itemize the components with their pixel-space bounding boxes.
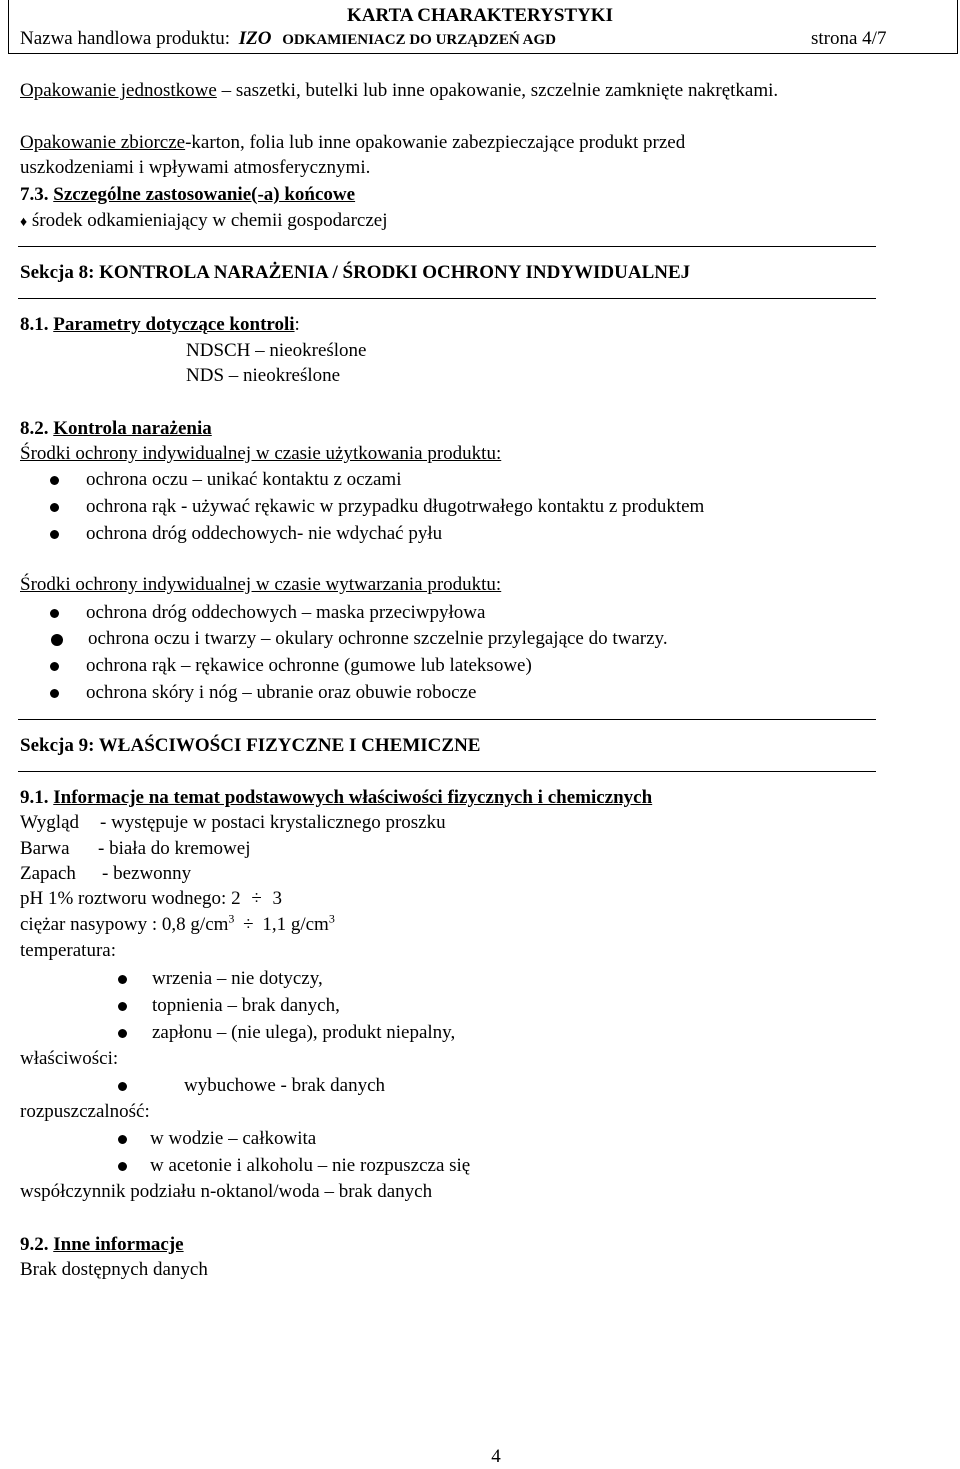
solubility-label: rozpuszczalność: <box>20 1101 150 1122</box>
document-title: KARTA CHARAKTERYSTYKI <box>347 5 613 26</box>
page-indicator: strona 4/7 <box>811 28 887 49</box>
subsection-9-2 <box>20 1234 184 1256</box>
bullet-icon <box>118 975 127 984</box>
bullet-icon <box>51 634 63 646</box>
subsection-9-2-title: Inne informacje <box>53 1234 184 1255</box>
trade-name-line <box>20 28 556 51</box>
odor-value: - bezwonny <box>102 863 192 884</box>
bulk-packaging-text-2: uszkodzeniami i wpływami atmosferycznymi. <box>20 157 371 178</box>
end-use-text: środek odkamieniający w chemii gospodarczej <box>31 210 388 231</box>
list-item: wybuchowe - brak danych <box>184 1075 386 1096</box>
range-division-icon: ÷ <box>243 914 254 935</box>
bullet-icon <box>50 530 59 539</box>
list-item: ochrona dróg oddechowych – maska przeciwpyłowa <box>86 602 486 623</box>
ph-from: pH 1% roztworu wodnego: 2 <box>20 888 241 909</box>
section-divider <box>18 719 876 720</box>
section-9-heading: Sekcja 9: WŁAŚCIWOŚCI FIZYCZNE I CHEMICZNE <box>20 735 481 756</box>
nds-value: NDS – nieokreślone <box>186 365 341 386</box>
range-division-icon: ÷ <box>251 888 262 909</box>
subsection-8-1 <box>20 314 300 336</box>
ph-line <box>20 888 282 910</box>
list-item: ochrona skóry i nóg – ubranie oraz obuwie robocze <box>86 682 477 703</box>
color-label: Barwa <box>20 838 70 859</box>
list-item: ochrona rąk - używać rękawic w przypadku długotrwałego kontaktu z produktem <box>86 496 705 517</box>
subsection-8-1-colon: : <box>294 314 300 335</box>
bullet-icon <box>50 689 59 698</box>
list-item: zapłonu – (nie ulega), produkt niepalny, <box>152 1022 456 1043</box>
partition-coefficient: współczynnik podziału n-oktanol/woda – brak danych <box>20 1181 433 1202</box>
color-value: - biała do kremowej <box>98 838 251 859</box>
subsection-9-2-number: 9.2. <box>20 1234 49 1255</box>
subsection-9-1-title: Informacje na temat podstawowych właściwości fizycznych i chemicznych <box>53 787 653 808</box>
bullet-icon <box>50 476 59 485</box>
subsection-7-3-number: 7.3. <box>20 184 49 205</box>
density-to: 1,1 g/cm <box>262 914 329 935</box>
appearance-label: Wygląd <box>20 812 80 833</box>
bullet-icon <box>118 1162 127 1171</box>
product-name: ODKAMIENIACZ DO URZĄDZEŃ AGD <box>282 32 557 48</box>
bullet-icon <box>118 1082 127 1091</box>
list-item: ochrona oczu i twarzy – okulary ochronne szczelnie przylegające do twarzy. <box>88 628 668 649</box>
appearance-value: - występuje w postaci krystalicznego proszku <box>100 812 446 833</box>
subsection-9-1 <box>20 787 652 809</box>
other-info-text: Brak dostępnych danych <box>20 1259 208 1280</box>
section-8-heading: Sekcja 8: KONTROLA NARAŻENIA / ŚRODKI OCHRONY INDYWIDUALNEJ <box>20 262 691 283</box>
list-item: wrzenia – nie dotyczy, <box>152 968 323 989</box>
subsection-8-2-number: 8.2. <box>20 418 49 439</box>
bullet-icon <box>50 503 59 512</box>
subsection-7-3 <box>20 184 355 206</box>
section-divider <box>18 771 876 772</box>
production-protection-heading: Środki ochrony indywidualnej w czasie wytwarzania produktu: <box>20 574 502 595</box>
subsection-8-1-number: 8.1. <box>20 314 49 335</box>
subsection-9-1-number: 9.1. <box>20 787 49 808</box>
brand-name: IZO <box>238 28 272 49</box>
list-item: ochrona dróg oddechowych- nie wdychać pyłu <box>86 523 443 544</box>
subsection-7-3-title: Szczególne zastosowanie(-a) końcowe <box>53 184 356 205</box>
bulk-packaging-label: Opakowanie zbiorcze <box>20 132 186 153</box>
page-number: 4 <box>491 1446 501 1467</box>
unit-packaging-text: – saszetki, butelki lub inne opakowanie, szczelnie zamknięte nakrętkami. <box>221 80 779 101</box>
ph-to: 3 <box>272 888 283 909</box>
temperature-label: temperatura: <box>20 940 117 961</box>
section-divider <box>18 298 876 299</box>
ndsch-value: NDSCH – nieokreślone <box>186 340 367 361</box>
list-item: topnienia – brak danych, <box>152 995 340 1016</box>
bulk-packaging-line <box>20 132 685 154</box>
odor-label: Zapach <box>20 863 76 884</box>
unit-packaging-line <box>20 80 778 102</box>
unit-packaging-label: Opakowanie jednostkowe <box>20 80 217 101</box>
end-use-item <box>20 210 388 234</box>
section-divider <box>18 246 876 247</box>
bullet-icon <box>50 609 59 618</box>
density-exponent: 3 <box>228 911 235 926</box>
bulk-density-line <box>20 911 335 936</box>
density-from: ciężar nasypowy : 0,8 g/cm <box>20 914 229 935</box>
bullet-icon <box>118 1029 127 1038</box>
density-exponent: 3 <box>328 911 335 926</box>
subsection-8-1-title: Parametry dotyczące kontroli <box>53 314 295 335</box>
list-item: w wodzie – całkowita <box>150 1128 317 1149</box>
trade-name-label: Nazwa handlowa produktu: <box>20 28 230 49</box>
use-protection-heading: Środki ochrony indywidualnej w czasie użytkowania produktu: <box>20 443 502 464</box>
bullet-icon <box>118 1002 127 1011</box>
subsection-8-2 <box>20 418 212 440</box>
bullet-icon <box>50 662 59 671</box>
bullet-icon <box>118 1135 127 1144</box>
bulk-packaging-text: -karton, folia lub inne opakowanie zabezpieczające produkt przed <box>185 132 686 153</box>
list-item: ochrona rąk – rękawice ochronne (gumowe lub lateksowe) <box>86 655 532 676</box>
list-item: w acetonie i alkoholu – nie rozpuszcza się <box>150 1155 471 1176</box>
diamond-bullet-icon: ♦ <box>20 215 28 230</box>
subsection-8-2-title: Kontrola narażenia <box>53 418 212 439</box>
list-item: ochrona oczu – unikać kontaktu z oczami <box>86 469 402 490</box>
properties-label: właściwości: <box>20 1048 119 1069</box>
